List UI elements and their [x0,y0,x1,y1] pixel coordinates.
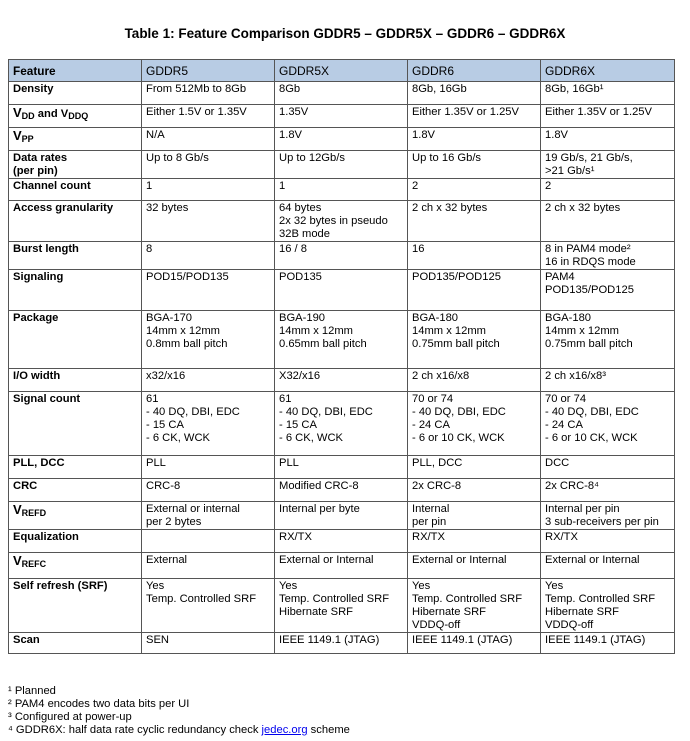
header-gddr6x: GDDR6X [541,60,675,82]
feature-subscript: PP [21,134,34,144]
feature-label-text: I/O width [13,370,61,382]
feature-label-text: Package [13,312,59,324]
cell-gddr5x: 64 bytes 2x 32 bytes in pseudo 32B mode [275,201,408,242]
feature-subscript: DD [21,111,35,121]
feature-label-text: Self refresh (SRF) [13,580,108,592]
cell-gddr5x: IEEE 1149.1 (JTAG) [275,633,408,654]
cell-gddr6: 1.8V [408,128,541,151]
cell-gddr6: IEEE 1149.1 (JTAG) [408,633,541,654]
feature-label [9,456,142,479]
feature-label [9,242,142,270]
cell-gddr6: 70 or 74 - 40 DQ, DBI, EDC - 24 CA - 6 or 10 CK, WCK [408,392,541,456]
table-row [9,392,675,456]
feature-label [9,502,142,530]
feature-label [9,633,142,654]
feature-label-text: Density [13,83,54,95]
cell-gddr6: 16 [408,242,541,270]
cell-gddr6: POD135/POD125 [408,270,541,311]
cell-gddr6: Either 1.35V or 1.25V [408,105,541,128]
cell-gddr5x: Yes Temp. Controlled SRF Hibernate SRF [275,579,408,633]
feature-label-text: Access granularity [13,202,114,214]
cell-gddr5 [142,530,275,553]
feature-label [9,128,142,151]
feature-label-text: CRC [13,480,38,492]
feature-label-text: Burst length [13,243,79,255]
cell-gddr6: RX/TX [408,530,541,553]
feature-label [9,579,142,633]
cell-gddr5: 32 bytes [142,201,275,242]
feature-symbol: V [13,553,22,568]
cell-gddr5: POD15/POD135 [142,270,275,311]
feature-connector: and V [34,108,69,120]
cell-gddr6x: Either 1.35V or 1.25V [541,105,675,128]
cell-gddr6: 8Gb, 16Gb [408,82,541,105]
table-row [9,369,675,392]
footnote-1: ¹ Planned [8,685,56,697]
cell-gddr5: BGA-170 14mm x 12mm 0.8mm ball pitch [142,311,275,369]
cell-gddr6: Yes Temp. Controlled SRF Hibernate SRF VDDQ-off [408,579,541,633]
feature-symbol: V [13,105,22,120]
cell-gddr6: Internal per pin [408,502,541,530]
cell-gddr6: 2 [408,179,541,201]
cell-gddr6x: 2x CRC-8⁴ [541,479,675,502]
feature-label [9,479,142,502]
feature-label [9,105,142,128]
footnote-2: ² PAM4 encodes two data bits per UI [8,698,190,710]
cell-gddr6: Up to 16 Gb/s [408,151,541,179]
footnote-3: ³ Configured at power-up [8,711,132,723]
table-row [9,82,675,105]
cell-gddr5x: 1.35V [275,105,408,128]
footnote-4-text: ⁴ GDDR6X: half data rate cyclic redundancy check [8,724,262,736]
cell-gddr5: External [142,553,275,579]
feature-subscript: REFD [21,508,47,518]
cell-gddr5x: External or Internal [275,553,408,579]
table-row [9,270,675,311]
cell-gddr5: 8 [142,242,275,270]
cell-gddr6x: External or Internal [541,553,675,579]
cell-gddr6x: 2 ch x16/x8³ [541,369,675,392]
cell-gddr5x: 1.8V [275,128,408,151]
feature-symbol: V [13,128,22,143]
cell-gddr6x: 8Gb, 16Gb¹ [541,82,675,105]
cell-gddr5x: 16 / 8 [275,242,408,270]
feature-label [9,311,142,369]
cell-gddr5x: POD135 [275,270,408,311]
feature-subscript: DDQ [68,111,89,121]
feature-subscript: REFC [21,559,47,569]
table-row [9,530,675,553]
cell-gddr5x: Modified CRC-8 [275,479,408,502]
feature-label [9,553,142,579]
feature-label [9,151,142,179]
cell-gddr6x: Yes Temp. Controlled SRF Hibernate SRF VDDQ-off [541,579,675,633]
table-row [9,151,675,179]
cell-gddr6x: 2 ch x 32 bytes [541,201,675,242]
feature-label [9,369,142,392]
cell-gddr5x: Up to 12Gb/s [275,151,408,179]
feature-label [9,270,142,311]
header-gddr5x: GDDR5X [275,60,408,82]
table-title: Table 1: Feature Comparison GDDR5 – GDDR5X – GDDR6 – GDDR6X [124,26,566,41]
cell-gddr6x: IEEE 1149.1 (JTAG) [541,633,675,654]
table-row [9,579,675,633]
cell-gddr6x: RX/TX [541,530,675,553]
cell-gddr5x: 61 - 40 DQ, DBI, EDC - 15 CA - 6 CK, WCK [275,392,408,456]
header-gddr6: GDDR6 [408,60,541,82]
table-header-row [9,60,675,82]
table-row [9,242,675,270]
cell-gddr6x: DCC [541,456,675,479]
cell-gddr5x: RX/TX [275,530,408,553]
table-row [9,479,675,502]
cell-gddr5: SEN [142,633,275,654]
cell-gddr6: BGA-180 14mm x 12mm 0.75mm ball pitch [408,311,541,369]
cell-gddr6x: 8 in PAM4 mode² 16 in RDQS mode [541,242,675,270]
table-row [9,502,675,530]
cell-gddr6: 2x CRC-8 [408,479,541,502]
cell-gddr6: External or Internal [408,553,541,579]
header-feature: Feature [9,60,142,82]
feature-label-text: Equalization [13,531,79,543]
table-row [9,179,675,201]
feature-label-text: Signal count [13,393,81,405]
footnote-4 [8,724,350,737]
footnote-4-suffix: scheme [307,724,350,736]
feature-label [9,392,142,456]
table-row [9,633,675,654]
feature-label-text: Data rates (per pin) [13,152,68,177]
table-row [9,128,675,151]
cell-gddr5x: BGA-190 14mm x 12mm 0.65mm ball pitch [275,311,408,369]
footnotes [8,685,350,737]
jedec-link[interactable]: jedec.org [261,724,308,736]
cell-gddr5x: X32/x16 [275,369,408,392]
cell-gddr6: 2 ch x16/x8 [408,369,541,392]
header-gddr5: GDDR5 [142,60,275,82]
feature-label [9,82,142,105]
cell-gddr5x: Internal per byte [275,502,408,530]
feature-label [9,201,142,242]
feature-label-text: Signaling [13,271,64,283]
cell-gddr5: x32/x16 [142,369,275,392]
cell-gddr5x: 1 [275,179,408,201]
feature-label [9,179,142,201]
feature-label-text: Channel count [13,180,91,192]
cell-gddr5: 61 - 40 DQ, DBI, EDC - 15 CA - 6 CK, WCK [142,392,275,456]
cell-gddr5: External or internal per 2 bytes [142,502,275,530]
cell-gddr6x: 70 or 74 - 40 DQ, DBI, EDC - 24 CA - 6 or 10 CK, WCK [541,392,675,456]
cell-gddr5: Either 1.5V or 1.35V [142,105,275,128]
cell-gddr5: PLL [142,456,275,479]
cell-gddr5x: PLL [275,456,408,479]
table-row [9,311,675,369]
cell-gddr5: From 512Mb to 8Gb [142,82,275,105]
cell-gddr5x: 8Gb [275,82,408,105]
feature-label-text: PLL, DCC [13,457,65,469]
cell-gddr6: 2 ch x 32 bytes [408,201,541,242]
cell-gddr6x: BGA-180 14mm x 12mm 0.75mm ball pitch [541,311,675,369]
feature-label-text: Scan [13,634,40,646]
table-row [9,201,675,242]
table-row [9,456,675,479]
cell-gddr5: Yes Temp. Controlled SRF [142,579,275,633]
cell-gddr6x: 1.8V [541,128,675,151]
table-row [9,105,675,128]
cell-gddr6x: PAM4 POD135/POD125 [541,270,675,311]
cell-gddr6: PLL, DCC [408,456,541,479]
cell-gddr5: N/A [142,128,275,151]
cell-gddr5: 1 [142,179,275,201]
feature-comparison-table [8,59,675,654]
table-row [9,553,675,579]
cell-gddr5: Up to 8 Gb/s [142,151,275,179]
cell-gddr5: CRC-8 [142,479,275,502]
feature-label [9,530,142,553]
cell-gddr6x: Internal per pin 3 sub-receivers per pin [541,502,675,530]
cell-gddr6x: 2 [541,179,675,201]
cell-gddr6x: 19 Gb/s, 21 Gb/s, >21 Gb/s¹ [541,151,675,179]
feature-symbol: V [13,502,22,517]
